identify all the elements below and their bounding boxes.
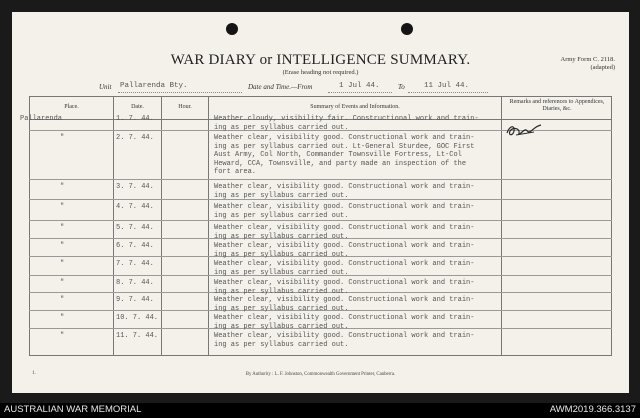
form-adapted: (adapted) <box>590 64 615 71</box>
row-place: " <box>60 134 65 142</box>
row-summary: Weather clear, visibility good. Constructional work and train- ing as per syllabus carried out. <box>214 260 475 277</box>
row-summary: Weather clear, visibility good. Constructional work and train- ing as per syllabus carried out. <box>214 203 475 220</box>
page-number: 1. <box>32 371 36 376</box>
row-date: 11. 7. 44. <box>116 332 159 340</box>
unit-label: Unit <box>99 83 112 91</box>
row-date: 9. 7. 44. <box>116 296 154 304</box>
col-summary: Summary of Events and Information. <box>310 104 400 110</box>
col-date: Date. <box>131 104 144 110</box>
row-place: " <box>60 332 65 340</box>
punch-hole-right <box>401 23 413 35</box>
row-summary: Weather clear, visibility good. Constructional work and train- ing as per syllabus carried out. Lt-General Sturdee, GOC First Aust Army, Col North, Commander Townsville Fortress, Lt-Col Heward, CCA, Townsville, and party made an inspection of the fort area. <box>214 134 475 177</box>
caption-source: AUSTRALIAN WAR MEMORIAL <box>4 404 142 415</box>
col-remarks: Remarks and references to Appendices, Diaries, &c. <box>509 99 605 112</box>
row-place: " <box>60 224 65 232</box>
page-title: WAR DIARY or INTELLIGENCE SUMMARY. <box>170 52 471 68</box>
row-date: 7. 7. 44. <box>116 260 154 268</box>
row-place: " <box>60 242 65 250</box>
datetime-label: Date and Time.—From <box>248 83 313 91</box>
col-place: Place. <box>64 104 79 110</box>
row-summary: Weather clear, visibility good. Constructional work and train- ing as per syllabus carried out. <box>214 224 475 241</box>
form-number: Army Form C. 2118. <box>560 56 615 63</box>
row-place: Pallarenda <box>20 115 63 123</box>
row-date: 1. 7. 44. <box>116 115 154 123</box>
row-summary: Weather clear, visibility good. Constructional work and train- ing as per syllabus carried out. <box>214 183 475 200</box>
row-summary: Weather clear, visibility good. Constructional work and train- ing as per syllabus carried out. <box>214 279 475 296</box>
row-summary: Weather clear, visibility good. Constructional work and train- ing as per syllabus carried out. <box>214 296 475 313</box>
row-date: 8. 7. 44. <box>116 279 154 287</box>
to-dots <box>408 92 488 93</box>
col-hour: Hour. <box>178 104 192 110</box>
caption-id: AWM2019.366.3137 <box>549 404 636 415</box>
row-date: 10. 7. 44. <box>116 314 159 322</box>
row-place: " <box>60 183 65 191</box>
row-date: 5. 7. 44. <box>116 224 154 232</box>
row-place: " <box>60 203 65 211</box>
row-summary: Weather clear, visibility good. Constructional work and train- ing as per syllabus carried out. <box>214 242 475 259</box>
to-label: To <box>398 83 405 91</box>
row-place: " <box>60 279 65 287</box>
row-date: 2. 7. 44. <box>116 134 154 142</box>
row-date: 4. 7. 44. <box>116 203 154 211</box>
page-subtitle: (Erase heading not required.) <box>282 69 359 76</box>
row-date: 3. 7. 44. <box>116 183 154 191</box>
row-place: " <box>60 314 65 322</box>
row-summary: Weather cloudy, visibility fair. Constructional work and train- ing as per syllabus carried out. <box>214 115 479 132</box>
row-summary: Weather clear, visibility good. Constructional work and train- ing as per syllabus carried out. <box>214 314 475 331</box>
row-summary: Weather clear, visibility good. Constructional work and train- ing as per syllabus carried out. <box>214 332 475 349</box>
row-separator <box>29 179 612 180</box>
row-place: " <box>60 260 65 268</box>
to-value: 11 Jul 44. <box>424 82 470 90</box>
from-value: 1 Jul 44. <box>339 82 380 90</box>
unit-dots <box>118 92 242 93</box>
initials-signature <box>504 119 544 141</box>
form-reference <box>561 56 615 72</box>
row-place: " <box>60 296 65 304</box>
punch-hole-left <box>226 23 238 35</box>
printer-imprint: By Authority : L. F. Johnston, Commonwealth Government Printer, Canberra. <box>245 372 396 377</box>
from-dots <box>328 92 392 93</box>
unit-value: Pallarenda Bty. <box>120 82 188 90</box>
diary-page <box>12 12 629 393</box>
row-date: 6. 7. 44. <box>116 242 154 250</box>
